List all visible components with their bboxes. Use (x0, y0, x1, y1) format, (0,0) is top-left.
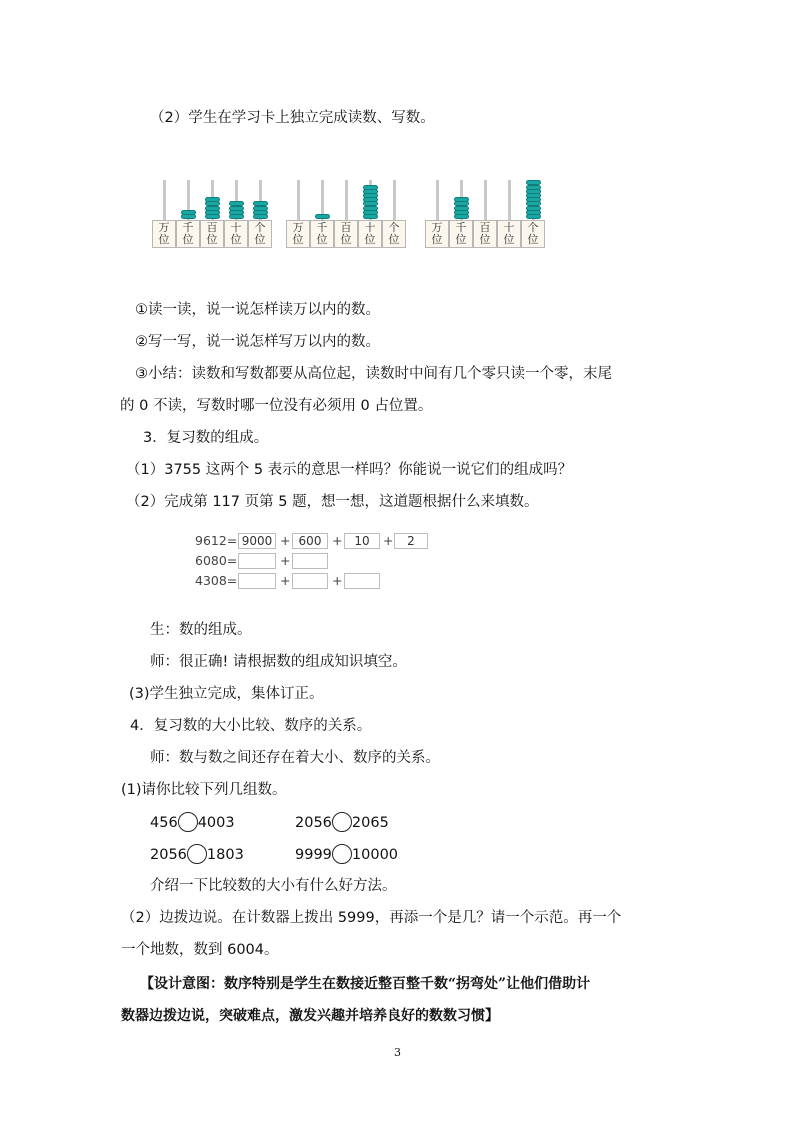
text-line: ①读一读，说一说怎样读万以内的数。 (135, 302, 380, 318)
abacus-bead (181, 210, 196, 215)
plus-sign: + (280, 533, 291, 548)
abacus-bead (205, 197, 220, 202)
answer-box[interactable]: 2 (394, 533, 428, 549)
place-value-label: 千 位 (176, 220, 200, 248)
place-value-label: 个 位 (521, 220, 545, 248)
abacus-bead (454, 206, 469, 211)
place-value-label: 万 位 (425, 220, 449, 248)
abacus-counter (152, 174, 274, 250)
place-value-label: 十 位 (497, 220, 521, 248)
plus-sign: + (280, 573, 291, 588)
place-value-label: 千 位 (310, 220, 334, 248)
abacus-bead (526, 180, 541, 185)
design-intent: 数器边拨边说，突破难点，激发兴趣并培养良好的数数习惯】 (121, 1008, 499, 1024)
abacus-rod (484, 180, 487, 220)
abacus-bead (526, 201, 541, 206)
section-heading: 4．复习数的大小比较、数序的关系。 (130, 718, 372, 734)
text-line: (3)学生独立完成，集体订正。 (129, 686, 324, 702)
abacus-rod (163, 180, 166, 220)
place-value-label: 十 位 (224, 220, 248, 248)
answer-box[interactable]: 600 (292, 533, 328, 549)
text-line: （2）完成第 117 页第 5 题，想一想，这道题根据什么来填数。 (126, 494, 539, 510)
text-line: ②写一写，说一说怎样写万以内的数。 (135, 334, 380, 350)
abacus-bead (454, 201, 469, 206)
comparison-item: 2056 1803 (150, 844, 244, 865)
abacus-rod (393, 180, 396, 220)
place-value-label: 百 位 (334, 220, 358, 248)
design-intent: 【设计意图：数序特别是学生在数接近整百整千数“拐弯处”让他们借助计 (140, 976, 591, 992)
answer-box[interactable] (292, 553, 328, 569)
abacus-counter (286, 174, 408, 250)
abacus-bead (253, 201, 268, 206)
text-line: 介绍一下比较数的大小有什么好方法。 (150, 878, 397, 894)
place-value-label: 十 位 (358, 220, 382, 248)
compare-circle[interactable] (187, 844, 207, 864)
abacus-rod (297, 180, 300, 220)
equation-lhs: 6080= (195, 553, 238, 568)
text-line: （2）边拨边说。在计数器上拨出 5999，再添一个是几？请一个示范。再一个 (121, 910, 622, 926)
place-value-label: 百 位 (473, 220, 497, 248)
place-value-label: 百 位 (200, 220, 224, 248)
abacus-bead (229, 201, 244, 206)
abacus-base (286, 220, 406, 250)
compare-circle[interactable] (332, 812, 352, 832)
answer-box[interactable] (238, 573, 276, 589)
comparison-item: 2056 2065 (295, 812, 389, 833)
abacus-bead (363, 185, 378, 190)
abacus-bead (229, 206, 244, 211)
text-line: ③小结：读数和写数都要从高位起，读数时中间有几个零只读一个零，末尾 (135, 366, 612, 382)
text-line: （2）学生在学习卡上独立完成读数、写数。 (150, 110, 435, 126)
abacus-rod (345, 180, 348, 220)
equation-lhs: 9612= (195, 533, 238, 548)
abacus-bead (205, 206, 220, 211)
answer-box[interactable] (292, 573, 328, 589)
answer-box[interactable] (344, 573, 380, 589)
compare-circle[interactable] (332, 844, 352, 864)
abacus-bead (363, 201, 378, 206)
abacus-bead (315, 214, 330, 219)
place-value-label: 千 位 (449, 220, 473, 248)
answer-box[interactable]: 9000 (238, 533, 276, 549)
comparison-item: 456 4003 (150, 812, 235, 833)
text-line: 生：数的组成。 (150, 622, 252, 638)
text-line: 一个地数，数到 6004。 (121, 942, 279, 958)
compare-circle[interactable] (178, 812, 198, 832)
plus-sign: + (280, 553, 291, 568)
section-heading: 3．复习数的组成。 (143, 430, 269, 446)
abacus-rod (436, 180, 439, 220)
text-line: （1）3755 这两个 5 表示的意思一样吗？你能说一说它们的组成吗？ (126, 462, 573, 478)
place-value-label: 万 位 (152, 220, 176, 248)
answer-box[interactable]: 10 (344, 533, 380, 549)
abacus-counter (425, 174, 547, 250)
abacus-base (425, 220, 545, 250)
plus-sign: + (383, 533, 394, 548)
page-number: 3 (394, 1046, 401, 1059)
abacus-bead (454, 197, 469, 202)
comparison-item: 9999 10000 (295, 844, 398, 865)
abacus-bead (526, 185, 541, 190)
abacus-bead (526, 206, 541, 211)
text-line: 的 0 不读，写数时哪一位没有必须用 0 占位置。 (120, 398, 433, 414)
place-value-label: 个 位 (382, 220, 406, 248)
plus-sign: + (332, 533, 343, 548)
place-value-label: 万 位 (286, 220, 310, 248)
abacus-bead (205, 201, 220, 206)
text-line: (1)请你比较下列几组数。 (121, 782, 287, 798)
text-line: 师：很正确! 请根据数的组成知识填空。 (150, 654, 407, 670)
place-value-label: 个 位 (248, 220, 272, 248)
text-line: 师：数与数之间还存在着大小、数序的关系。 (150, 750, 440, 766)
plus-sign: + (332, 573, 343, 588)
answer-box[interactable] (238, 553, 276, 569)
abacus-bead (253, 206, 268, 211)
abacus-rod (508, 180, 511, 220)
equation-lhs: 4308= (195, 573, 238, 588)
abacus-bead (363, 206, 378, 211)
abacus-base (152, 220, 272, 250)
